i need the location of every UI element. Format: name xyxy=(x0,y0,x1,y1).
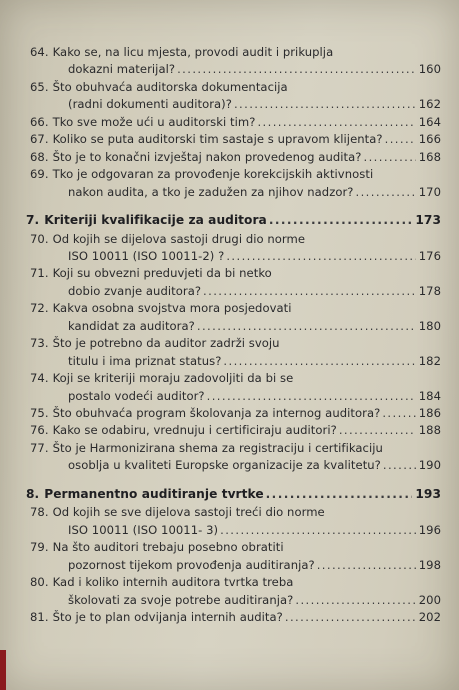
toc-page-number: 180 xyxy=(418,318,441,333)
toc-page-number: 176 xyxy=(418,248,441,263)
toc-entry-line xyxy=(30,574,293,590)
toc-entry-text: Kako se, na licu mjesta, provodi audit i prikuplja xyxy=(52,45,334,59)
toc-entry-last-line xyxy=(68,248,441,264)
toc-page-number: 164 xyxy=(418,114,441,129)
toc-entry-text: Što je to konačni izvještaj nakon provedenog audita? xyxy=(52,149,362,164)
toc-entry-number: 73. xyxy=(30,336,49,351)
toc-entry-title: ISO 10011 (ISO 10011- 3) xyxy=(68,522,219,537)
toc-entry-last-line xyxy=(68,184,441,200)
toc-entry-last-line xyxy=(30,149,441,165)
toc-entry-title xyxy=(30,609,283,625)
toc-entry-text: Kako se odabiru, vrednuju i certificiraju auditori? xyxy=(52,423,337,438)
toc-entry-text: Koji se kriteriji moraju zadovoljiti da bi se xyxy=(52,371,294,386)
toc-entry-line xyxy=(30,504,325,520)
toc-entry-text: Što obuhvaća program školovanja za internog auditora? xyxy=(52,406,381,420)
toc-entry-line xyxy=(30,440,383,456)
toc-entry-title xyxy=(30,131,383,147)
toc-entry-number: 72. xyxy=(30,301,49,316)
toc-entry-title: pozornost tijekom provođenja auditiranja? xyxy=(68,557,315,572)
toc-page-number: 202 xyxy=(418,609,441,624)
toc-entry-text: Koji su obvezni preduvjeti da bi netko xyxy=(52,266,272,281)
toc-page-number: 170 xyxy=(418,184,441,199)
dot-leader xyxy=(177,61,416,77)
toc-entry-last-line xyxy=(68,283,441,299)
toc-entry-number: 69. xyxy=(30,167,49,182)
toc-entry-last-line xyxy=(30,114,441,130)
toc-entry-title xyxy=(30,44,333,60)
dot-leader xyxy=(382,405,415,421)
toc-page-number: 186 xyxy=(418,406,441,420)
dot-leader xyxy=(226,248,415,264)
toc-page-number: 188 xyxy=(418,423,441,438)
toc-entry-last-line xyxy=(26,212,441,228)
dot-leader xyxy=(257,114,415,130)
toc-entry-last-line xyxy=(30,405,441,421)
dot-leader xyxy=(207,388,416,404)
toc-entry-last-line xyxy=(68,388,441,404)
toc-entry-text: Od kojih se dijelova sastoji drugi dio norme xyxy=(52,231,306,246)
dot-leader xyxy=(295,592,415,608)
toc-entry-title: dobio zvanje auditora? xyxy=(68,283,202,298)
toc-entry-number: 78. xyxy=(30,505,49,520)
toc-entry-title: dokazni materijal? xyxy=(68,62,176,77)
toc-entry-last-line xyxy=(68,353,441,369)
dot-leader xyxy=(317,557,416,573)
toc-page-number: 178 xyxy=(418,283,441,298)
toc-entry-title xyxy=(30,405,380,421)
toc-entry-line xyxy=(30,166,373,182)
dot-leader xyxy=(266,486,413,502)
toc-entry-text: Tko sve može ući u auditorski tim? xyxy=(52,114,256,129)
toc-page-number: 182 xyxy=(418,353,441,368)
toc-entry-text: Od kojih se sve dijelova sastoji treći dio norme xyxy=(52,505,325,520)
toc-entry-text: Što obuhvaća auditorska dokumentacija xyxy=(52,79,288,94)
dot-leader xyxy=(339,422,416,438)
toc-entry-title xyxy=(30,574,293,590)
dot-leader xyxy=(269,212,413,228)
toc-entry-title xyxy=(30,422,337,438)
toc-entry-number: 65. xyxy=(30,79,49,94)
toc-entry-title xyxy=(30,149,362,165)
toc-entry-last-line xyxy=(68,457,441,473)
toc-entry-last-line xyxy=(26,486,441,502)
toc-entry-title xyxy=(30,79,288,95)
dot-leader xyxy=(223,353,415,369)
toc-page-number: 196 xyxy=(418,522,441,537)
toc-entry-text: Što je potrebno da auditor zadrži svoju xyxy=(52,336,280,351)
toc-entry-text: Koliko se puta auditorski tim sastaje s upravom klijenta? xyxy=(52,132,383,147)
toc-entry-number: 80. xyxy=(30,575,49,590)
dot-leader xyxy=(234,96,416,112)
toc-entry-text: Na što auditori trebaju posebno obratiti xyxy=(52,540,284,555)
dot-leader xyxy=(197,318,416,334)
dot-leader xyxy=(383,457,416,473)
toc-entry-number: 70. xyxy=(30,231,49,246)
toc-entry-title xyxy=(30,231,305,247)
dot-leader xyxy=(285,609,416,625)
toc-entry-title: nakon audita, a tko je zadužen za njihov nadzor? xyxy=(68,184,354,199)
toc-entry-title xyxy=(30,335,280,351)
toc-entry-number: 68. xyxy=(30,149,49,164)
toc-page-number: 198 xyxy=(418,557,441,572)
toc-entry-last-line xyxy=(30,422,441,438)
toc-entry-title xyxy=(30,370,293,386)
toc-entry-line xyxy=(30,335,280,351)
toc-entry-last-line xyxy=(68,96,441,112)
toc-page-number: 193 xyxy=(415,486,441,501)
toc-entry-number: 74. xyxy=(30,371,49,386)
toc-page-number: 173 xyxy=(415,213,441,228)
toc-entry-title: (radni dokumenti auditora)? xyxy=(68,97,232,112)
toc-entry-number: 81. xyxy=(30,609,49,624)
toc-entry-text: Što je to plan odvijanja internih audita? xyxy=(52,609,283,624)
toc-entry-number: 76. xyxy=(30,423,49,438)
toc-page-number: 200 xyxy=(418,592,441,607)
toc-entry-title: kandidat za auditora? xyxy=(68,318,195,333)
toc-entry-line xyxy=(30,539,284,555)
book-cover-edge xyxy=(0,650,6,690)
toc-page-number: 166 xyxy=(418,132,441,147)
toc-entry-title xyxy=(30,265,272,281)
toc-entry-text: Što je Harmonizirana shema za registraciju i certifikaciju xyxy=(52,440,383,455)
toc-entry-last-line xyxy=(68,61,441,77)
toc-entry-last-line xyxy=(68,522,441,538)
toc-page-number: 162 xyxy=(418,97,441,112)
toc-entry-line xyxy=(30,265,272,281)
toc-entry-number: 8. xyxy=(26,486,40,501)
toc-entry-number: 7. xyxy=(26,213,40,228)
toc-page-number: 190 xyxy=(418,458,441,473)
toc-entry-title xyxy=(26,212,267,228)
toc-page-number: 160 xyxy=(418,62,441,77)
toc-entry-line xyxy=(30,370,293,386)
toc-entry-title xyxy=(30,539,284,555)
toc-entry-title xyxy=(30,300,292,316)
toc-entry-title: postalo vodeći auditor? xyxy=(68,388,205,403)
toc-entry-last-line xyxy=(68,592,441,608)
toc-entry-line xyxy=(30,79,288,95)
toc-entry-line xyxy=(30,300,292,316)
toc-entry-number: 77. xyxy=(30,440,49,455)
toc-entry-title xyxy=(26,486,264,502)
toc-entry-title: školovati za svoje potrebe auditiranja? xyxy=(68,592,294,607)
toc-entry-title: osoblja u kvaliteti Europske organizacije za kvalitetu? xyxy=(68,458,381,473)
toc-entry-title: titulu i ima priznat status? xyxy=(68,353,222,368)
toc-entry-title xyxy=(30,114,255,130)
dot-leader xyxy=(203,283,416,299)
toc-entry-number: 64. xyxy=(30,45,49,59)
toc-entry-title: ISO 10011 (ISO 10011-2) ? xyxy=(68,248,225,263)
toc-entry-number: 79. xyxy=(30,540,49,555)
dot-leader xyxy=(356,184,416,200)
toc-entry-number: 66. xyxy=(30,114,49,129)
toc-entry-number: 71. xyxy=(30,266,49,281)
toc-entry-last-line xyxy=(30,609,441,625)
dot-leader xyxy=(364,149,416,165)
toc-entry-title xyxy=(30,504,325,520)
toc-entry-number: 75. xyxy=(30,406,49,420)
toc-entry-last-line xyxy=(30,131,441,147)
toc-entry-text: Kad i koliko internih auditora tvrtka treba xyxy=(52,575,294,590)
toc-entry-title xyxy=(30,166,373,182)
toc-entry-last-line xyxy=(68,557,441,573)
toc-entry-text: Kriteriji kvalifikacije za auditora xyxy=(44,213,267,228)
toc-entry-line xyxy=(30,44,333,60)
toc-page-number: 184 xyxy=(418,388,441,403)
toc-entry-text: Kakva osobna svojstva mora posjedovati xyxy=(52,301,292,316)
toc-entry-number: 67. xyxy=(30,132,49,147)
toc-page-number: 168 xyxy=(418,149,441,164)
dot-leader xyxy=(220,522,416,538)
toc-entry-title xyxy=(30,440,383,456)
toc-entry-last-line xyxy=(68,318,441,334)
toc-entry-text: Tko je odgovaran za provođenje korekcijskih aktivnosti xyxy=(52,167,374,182)
toc-entry-line xyxy=(30,231,305,247)
toc-entry-text: Permanentno auditiranje tvrtke xyxy=(44,486,264,501)
dot-leader xyxy=(385,131,416,147)
